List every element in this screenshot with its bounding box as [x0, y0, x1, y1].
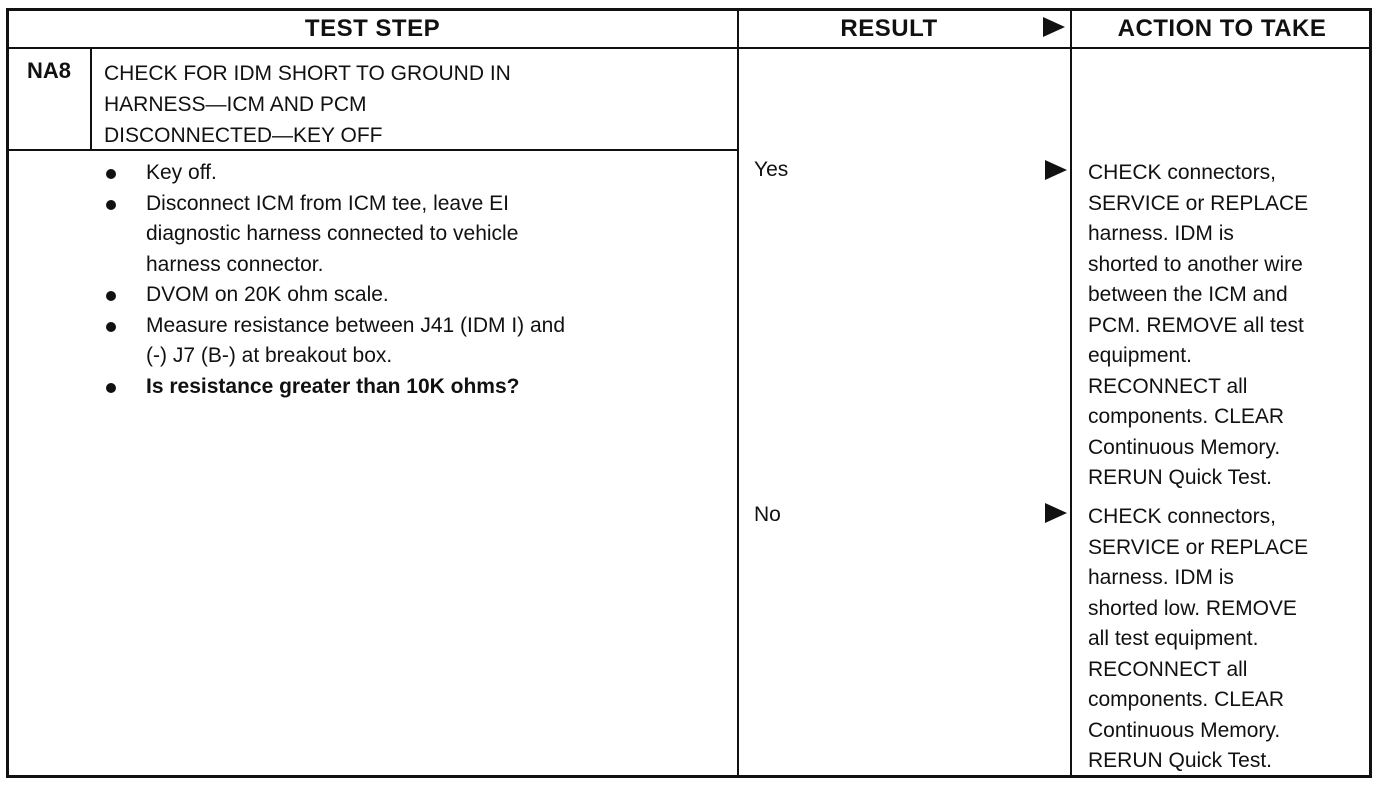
step-number: NA8: [26, 58, 71, 83]
instruction-line: diagnostic harness connected to vehicle: [146, 222, 519, 245]
instruction-line: harness connector.: [146, 252, 324, 276]
header-arrow-icon: [1043, 17, 1065, 37]
step-number-divider: [90, 47, 92, 150]
bullet-icon: [106, 169, 116, 179]
step-title-line: DISCONNECTED—KEY OFF: [104, 124, 383, 147]
instruction-question: [104, 372, 734, 403]
action-line: RECONNECT all: [1088, 374, 1248, 398]
action-no: [1088, 502, 1368, 777]
action-line: components. CLEAR: [1088, 688, 1285, 711]
instruction-line: Measure resistance between J41 (IDM I) and: [146, 313, 566, 337]
instruction-line: (-) J7 (B-) at breakout box.: [146, 344, 393, 367]
action-yes: [1088, 158, 1368, 494]
action-line: equipment.: [1088, 344, 1192, 367]
instruction-line: Key off.: [146, 161, 217, 184]
action-line: Continuous Memory.: [1088, 718, 1281, 742]
bullet-icon: [106, 322, 116, 332]
bullet-icon: [106, 200, 116, 210]
action-line: SERVICE or REPLACE: [1088, 191, 1309, 215]
step-title-line: HARNESS—ICM AND PCM: [104, 93, 367, 116]
action-line: harness. IDM is: [1088, 222, 1234, 245]
action-line: components. CLEAR: [1088, 405, 1285, 428]
action-line: shorted to another wire: [1088, 252, 1303, 276]
instruction-item: [104, 280, 734, 311]
action-line: CHECK connectors,: [1088, 505, 1276, 528]
instruction-item: [104, 158, 734, 189]
instruction-line: Is resistance greater than 10K ohms?: [146, 374, 520, 398]
step-title-line: CHECK FOR IDM SHORT TO GROUND IN: [104, 62, 511, 85]
action-line: PCM. REMOVE all test: [1088, 313, 1304, 337]
action-line: CHECK connectors,: [1088, 161, 1276, 184]
action-line: SERVICE or REPLACE: [1088, 535, 1309, 559]
result-no: No: [754, 503, 781, 526]
instruction-line: DVOM on 20K ohm scale.: [146, 283, 389, 306]
step-title: [104, 58, 724, 151]
instruction-line: Disconnect ICM from ICM tee, leave EI: [146, 191, 509, 215]
result-yes: Yes: [754, 158, 789, 181]
instruction-list: [104, 158, 734, 402]
action-line: harness. IDM is: [1088, 566, 1234, 589]
instruction-item: [104, 311, 734, 372]
action-line: shorted low. REMOVE: [1088, 596, 1297, 620]
action-line: all test equipment.: [1088, 627, 1259, 650]
bullet-icon: [106, 291, 116, 301]
header-action-to-take: ACTION TO TAKE: [1117, 15, 1327, 42]
header-result: RESULT: [840, 15, 938, 42]
action-line: RERUN Quick Test.: [1088, 466, 1272, 489]
bullet-icon: [106, 383, 116, 393]
step-column-divider: [737, 8, 739, 778]
action-line: Continuous Memory.: [1088, 435, 1281, 459]
instruction-item: [104, 189, 734, 281]
action-line: RERUN Quick Test.: [1088, 749, 1272, 772]
result-column-divider: [1070, 8, 1072, 778]
no-arrow-icon: [1045, 503, 1067, 523]
yes-arrow-icon: [1045, 160, 1067, 180]
header-test-step: TEST STEP: [304, 15, 441, 42]
action-line: RECONNECT all: [1088, 657, 1248, 681]
action-line: between the ICM and: [1088, 283, 1288, 306]
